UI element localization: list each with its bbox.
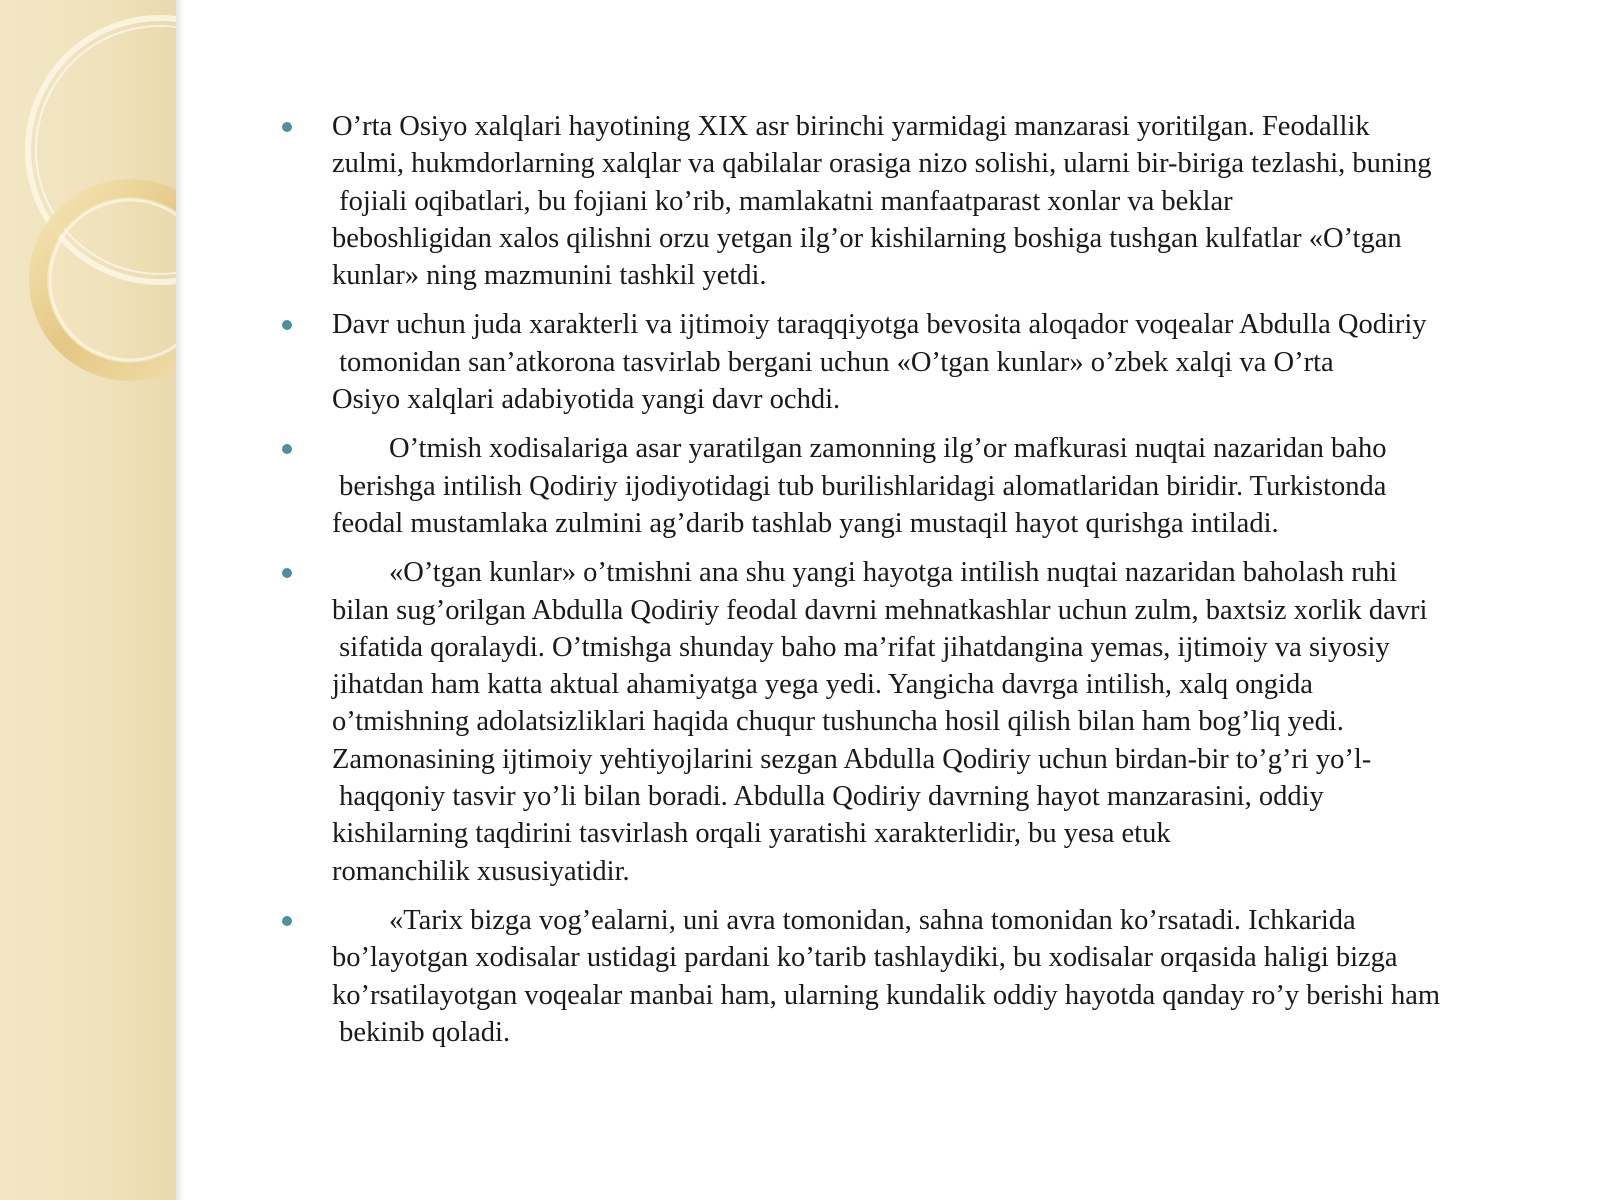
bullet-paragraph-5 — [280, 902, 1540, 1051]
text-line: bilan sug’orilgan Abdulla Qodiriy feodal davrni mehnatkashlar uchun zulm, baxtsiz xorlik davri — [332, 594, 1428, 626]
paragraph-text — [332, 108, 1540, 294]
bullet-paragraph-1 — [280, 108, 1540, 294]
text-line: haqqoniy tasvir yo’li bilan boradi. Abdulla Qodiriy davrning hayot manzarasini, oddiy — [332, 781, 1324, 813]
bullet-dot-icon — [282, 916, 292, 926]
text-line: fojiali oqibatlari, bu fojiani ko’rib, mamlakatni manfaatparast xonlar va beklar — [332, 185, 1233, 217]
text-line: feodal mustamlaka zulmini ag’darib tashlab yangi mustaqil hayot qurishga intiladi. — [332, 507, 1279, 539]
text-line: «O’tgan kunlar» o’tmishni ana shu yangi hayotga intilish nuqtai nazaridan baholash ruhi — [332, 557, 1398, 589]
bullet-paragraph-4 — [280, 554, 1540, 890]
text-line: o’tmishning adolatsizliklari haqida chuqur tushuncha hosil qilish bilan ham bog’liq yedi. — [332, 706, 1344, 738]
side-panel-shadow — [176, 0, 184, 1200]
text-line: tomonidan san’atkorona tasvirlab bergani uchun «O’tgan kunlar» o’zbek xalqi va O’rta — [332, 346, 1334, 378]
text-line: Osiyo xalqlari adabiyotida yangi davr ochdi. — [332, 384, 841, 416]
text-line: «Tarix bizga vog’ealarni, uni avra tomonidan, sahna tomonidan ko’rsatadi. Ichkarida — [332, 904, 1356, 936]
text-line: berishga intilish Qodiriy ijodiyotidagi tub burilishlaridagi alomatlaridan biridir. Turkistonda — [332, 470, 1387, 502]
text-line: O’rta Osiyo xalqlari hayotining XIX asr birinchi yarmidagi manzarasi yoritilgan. Feodallik — [332, 111, 1370, 142]
text-line: sifatida qoralaydi. O’tmishga shunday baho ma’rifat jihatdangina yemas, ijtimoiy va siyosiy — [332, 631, 1390, 663]
bullet-dot-icon — [282, 568, 292, 578]
ring-ornament-icon — [0, 0, 176, 420]
bullet-paragraph-2 — [280, 306, 1540, 418]
text-line: zulmi, hukmdorlarning xalqlar va qabilalar orasiga nizo solishi, ularni bir-biriga tezlashi, buning — [332, 148, 1432, 180]
text-line: bekinib qoladi. — [332, 1016, 511, 1048]
bullet-list — [280, 108, 1540, 1051]
bullet-dot-icon — [282, 444, 292, 454]
bullet-dot-icon — [282, 320, 292, 330]
text-line: beboshligidan xalos qilishni orzu yetgan ilg’or kishilarning boshiga tushgan kulfatlar «O’tgan — [332, 222, 1402, 254]
text-line: ko’rsatilayotgan voqealar manbai ham, ularning kundalik oddiy hayotda qanday ro’y berishi ham — [332, 979, 1441, 1011]
paragraph-text — [332, 430, 1540, 542]
bullet-dot-icon — [282, 122, 292, 132]
text-line: Davr uchun juda xarakterli va ijtimoiy taraqqiyotga bevosita aloqador voqealar Abdulla Qodiriy — [332, 309, 1427, 341]
text-line: romanchilik xususiyatidir. — [332, 855, 630, 887]
text-line: Zamonasining ijtimoiy yehtiyojlarini sezgan Abdulla Qodiriy uchun birdan-bir to’g’ri yo’l- — [332, 743, 1372, 775]
text-line: bo’layotgan xodisalar ustidagi pardani ko’tarib tashlaydiki, bu xodisalar orqasida haligi bizga — [332, 942, 1398, 974]
text-line: O’tmish xodisalariga asar yaratilgan zamonning ilg’or mafkurasi nuqtai nazaridan baho — [332, 433, 1387, 465]
paragraph-text — [332, 554, 1540, 890]
text-line: kunlar» ning mazmunini tashkil yetdi. — [332, 260, 767, 292]
text-line: jihatdan ham katta aktual ahamiyatga yega yedi. Yangicha davrga intilish, xalq ongida — [332, 669, 1313, 701]
text-line: kishilarning taqdirini tasvirlash orqali yaratishi xarakterlidir, bu yesa etuk — [332, 818, 1171, 850]
paragraph-text — [332, 306, 1540, 418]
paragraph-text — [332, 902, 1540, 1051]
content-area — [280, 108, 1540, 1063]
decorative-side-panel — [0, 0, 176, 1200]
bullet-paragraph-3 — [280, 430, 1540, 542]
